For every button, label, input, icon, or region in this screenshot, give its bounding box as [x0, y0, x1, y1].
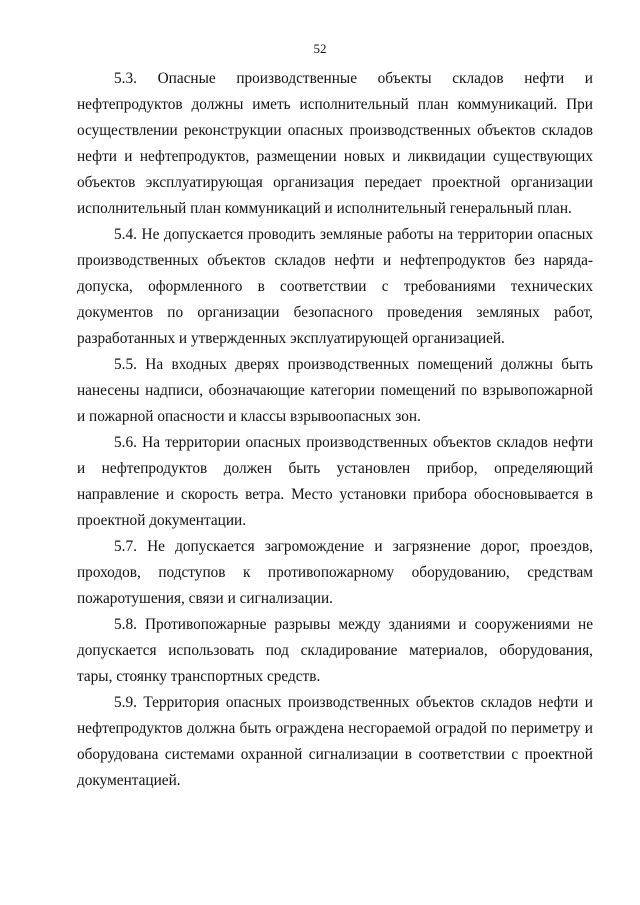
paragraph-5-6: 5.6. На территории опасных производственных объектов складов нефти и нефтепродуктов должен быть установлен прибор, определяющий направление и скорость ветра. Место установки прибора обосновывается в проектной документации.: [77, 434, 593, 529]
page-number: 52: [313, 41, 327, 56]
paragraph-5-5: 5.5. На входных дверях производственных помещений должны быть нанесены надписи, обозначающие категории помещений по взрывопожарной и пожарной опасности и классы взрывоопасных зон.: [77, 356, 593, 425]
document-body: [77, 66, 593, 794]
paragraph-5-4: 5.4. Не допускается проводить земляные работы на территории опасных производственных объектов складов нефти и нефтепродуктов без наряда-допуска, оформленного в соответствии с требованиями технических документов по организации безопасного проведения земляных работ, разработанных и утвержденных эксплуатирующей организацией.: [77, 226, 593, 347]
paragraph-5-3: 5.3. Опасные производственные объекты складов нефти и нефтепродуктов должны иметь исполнительный план коммуникаций. При осуществлении реконструкции опасных производственных объектов складов нефти и нефтепродуктов, размещении новых и ликвидации существующих объектов эксплуатирующая организация передает проектной организации исполнительный план коммуникаций и исполнительный генеральный план.: [77, 70, 593, 217]
paragraph-5-9: 5.9. Территория опасных производственных объектов складов нефти и нефтепродуктов должна быть ограждена несгораемой оградой по периметру и оборудована системами охранной сигнализации в соответствии с проектной документацией.: [77, 694, 593, 789]
paragraph-5-8: 5.8. Противопожарные разрывы между зданиями и сооружениями не допускается использовать под складирование материалов, оборудования, тары, стоянку транспортных средств.: [77, 616, 593, 685]
paragraph-5-7: 5.7. Не допускается загромождение и загрязнение дорог, проездов, проходов, подступов к противопожарному оборудованию, средствам пожаротушения, связи и сигнализации.: [77, 538, 593, 607]
